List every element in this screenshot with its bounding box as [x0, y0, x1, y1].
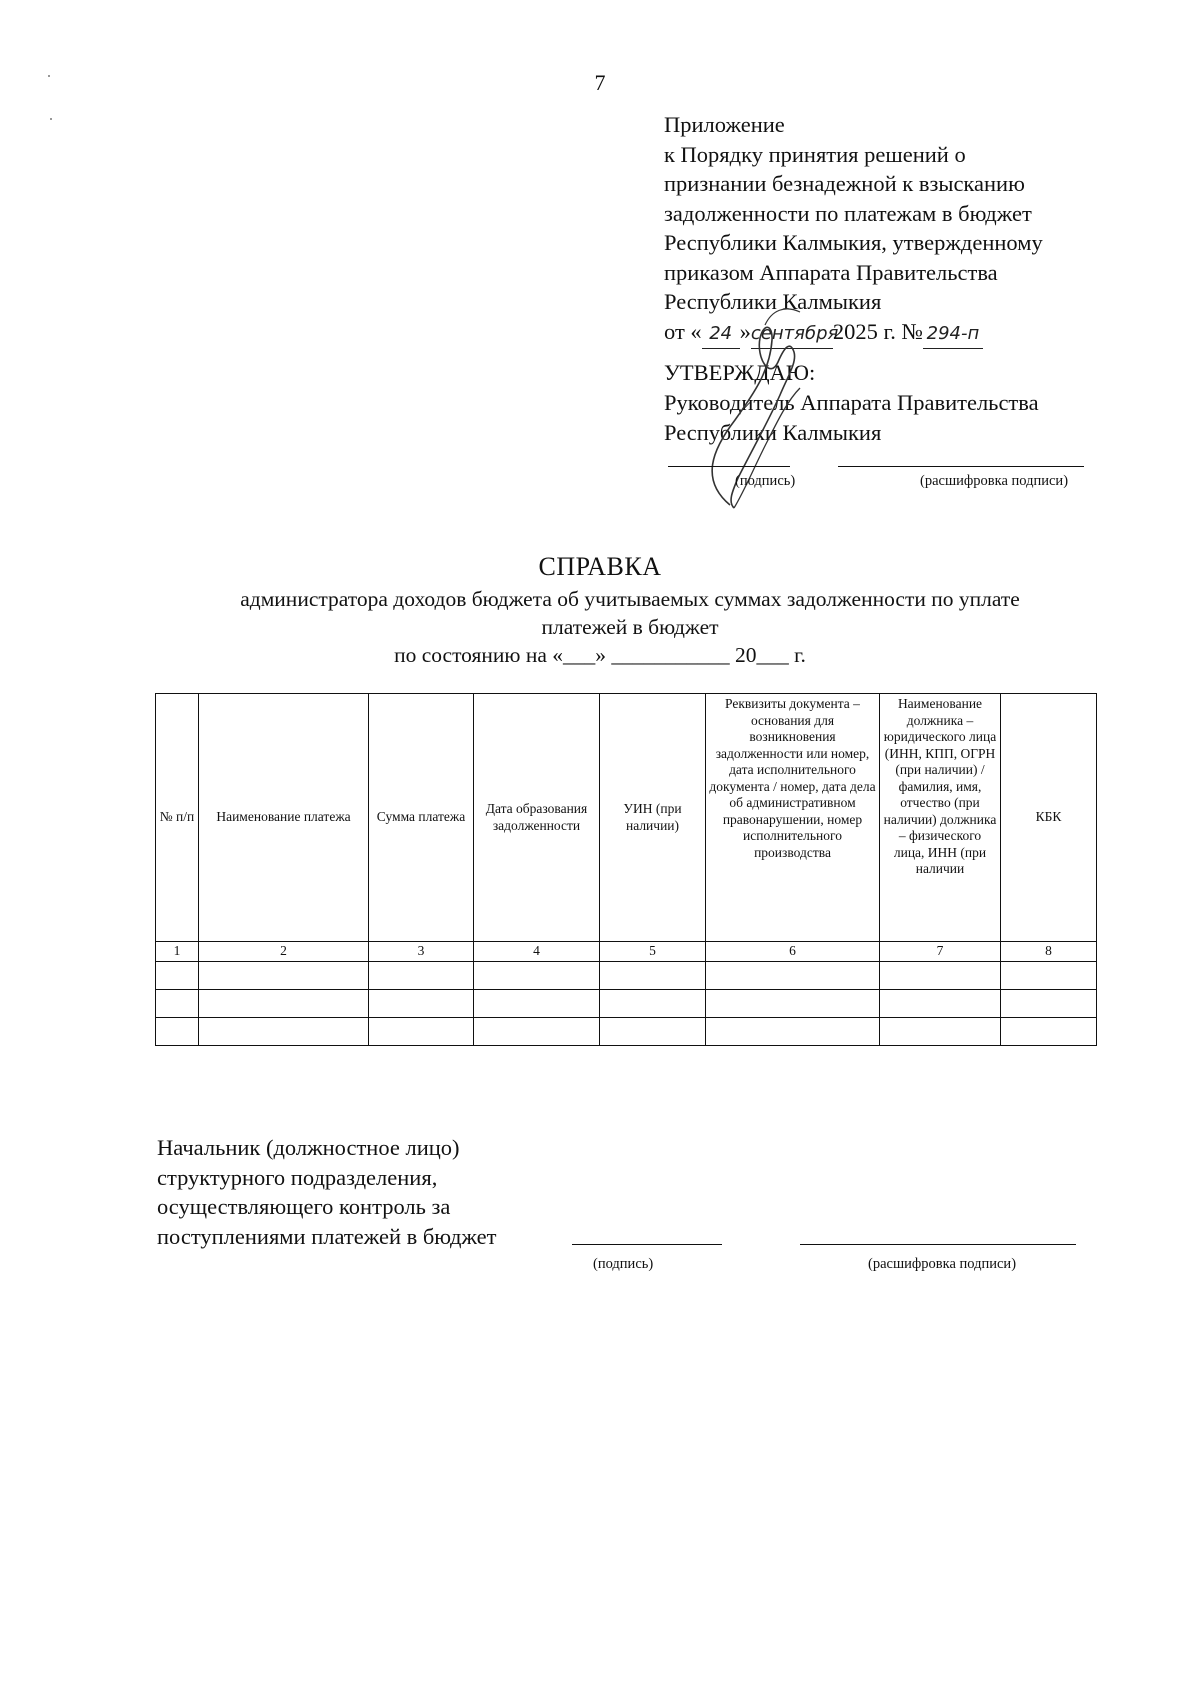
- subtitle-line: администратора доходов бюджета об учитываемых суммах задолженности по уплате: [240, 587, 1020, 611]
- order-number-handwritten: 294-п: [923, 319, 983, 350]
- footer-signatory-block: [157, 1133, 497, 1251]
- footer-line: осуществляющего контроль за: [157, 1194, 451, 1219]
- column-number: 8: [1001, 942, 1097, 962]
- table-cell: [369, 962, 474, 990]
- appendix-line: Приложение: [664, 112, 785, 137]
- column-number: 3: [369, 942, 474, 962]
- date-mid: »: [739, 318, 751, 344]
- approval-decoding-label: (расшифровка подписи): [920, 473, 1069, 489]
- table-header-row: [156, 694, 1097, 942]
- table-cell: [199, 990, 369, 1018]
- date-month-handwritten: сентября: [751, 319, 833, 350]
- appendix-line: признании безнадежной к взысканию: [664, 171, 1025, 196]
- header-cell: Реквизиты документа – основания для возникновения задолженности или номер, дата исполнительного документа / номер, дата дела об административном правонарушении, номер исполнительного производства: [706, 694, 880, 942]
- scan-speck: [48, 75, 50, 77]
- table-cell: [474, 962, 600, 990]
- table-cell: [600, 1018, 706, 1046]
- column-number-row: [156, 942, 1097, 962]
- footer-line: поступлениями платежей в бюджет: [157, 1223, 497, 1249]
- table-row: [156, 1018, 1097, 1046]
- table-cell: [369, 1018, 474, 1046]
- scan-speck: [50, 118, 52, 120]
- as-of-date-line: по состоянию на «___» ___________ 20___ г.: [394, 643, 806, 667]
- table-cell: [600, 962, 706, 990]
- approval-heading: УТВЕРЖДАЮ:: [664, 360, 816, 385]
- table-cell: [156, 962, 199, 990]
- table-cell: [1001, 1018, 1097, 1046]
- table-cell: [199, 1018, 369, 1046]
- footer-decoding-line: [800, 1244, 1076, 1245]
- appendix-line: Республики Калмыкия, утвержденному: [664, 230, 1043, 255]
- footer-line: структурного подразделения,: [157, 1164, 438, 1190]
- table-cell: [474, 1018, 600, 1046]
- table-cell: [199, 962, 369, 990]
- footer-signature-label: (подпись): [593, 1256, 654, 1272]
- column-number: 1: [156, 942, 199, 962]
- footer-signature-line: [572, 1244, 722, 1245]
- table-cell: [880, 1018, 1001, 1046]
- appendix-line: приказом Аппарата Правительства: [664, 259, 998, 285]
- header-cell: КБК: [1001, 694, 1097, 942]
- approval-decoding-line: [838, 466, 1084, 467]
- column-number: 2: [199, 942, 369, 962]
- document-title: СПРАВКА: [538, 552, 662, 581]
- appendix-line: задолженности по платежам в бюджет: [664, 200, 1032, 226]
- document-subtitle: [150, 585, 1110, 641]
- appendix-line: Республики Калмыкия: [664, 289, 882, 314]
- approval-signature-line: [668, 466, 790, 467]
- header-cell: № п/п: [156, 694, 199, 942]
- table-cell: [474, 990, 600, 1018]
- appendix-line: к Порядку принятия решений о: [664, 141, 966, 167]
- table-cell: [706, 990, 880, 1018]
- table-cell: [880, 962, 1001, 990]
- approval-position: Руководитель Аппарата Правительства: [664, 390, 1039, 415]
- date-prefix: от «: [664, 318, 702, 344]
- footer-line: Начальник (должностное лицо): [157, 1135, 460, 1160]
- table-cell: [1001, 990, 1097, 1018]
- header-cell: Дата образования задолженности: [474, 694, 600, 942]
- date-year-text: 2025 г. №: [832, 318, 923, 344]
- page-number: 7: [594, 70, 606, 95]
- header-cell: Наименование платежа: [199, 694, 369, 942]
- footer-decoding-label: (расшифровка подписи): [868, 1256, 1017, 1272]
- table-cell: [880, 990, 1001, 1018]
- date-day-handwritten: 24: [702, 319, 740, 350]
- header-cell: Сумма платежа: [369, 694, 474, 942]
- table-row: [156, 962, 1097, 990]
- table-cell: [706, 962, 880, 990]
- header-cell: УИН (при наличии): [600, 694, 706, 942]
- column-number: 6: [706, 942, 880, 962]
- approval-signature-label: (подпись): [735, 473, 796, 489]
- column-number: 4: [474, 942, 600, 962]
- table-cell: [156, 990, 199, 1018]
- subtitle-line: платежей в бюджет: [541, 615, 719, 639]
- table-cell: [600, 990, 706, 1018]
- debt-table: [155, 693, 1097, 1046]
- table-cell: [156, 1018, 199, 1046]
- column-number: 7: [880, 942, 1001, 962]
- header-cell: Наименование должника – юридического лица (ИНН, КПП, ОГРН (при наличии) / фамилия, имя, отчество (при наличии) должника – физического лица, ИНН (при наличии: [880, 694, 1001, 942]
- table-cell: [706, 1018, 880, 1046]
- approval-organization: Республики Калмыкия: [664, 420, 882, 445]
- column-number: 5: [600, 942, 706, 962]
- table-cell: [369, 990, 474, 1018]
- table-row: [156, 990, 1097, 1018]
- table-cell: [1001, 962, 1097, 990]
